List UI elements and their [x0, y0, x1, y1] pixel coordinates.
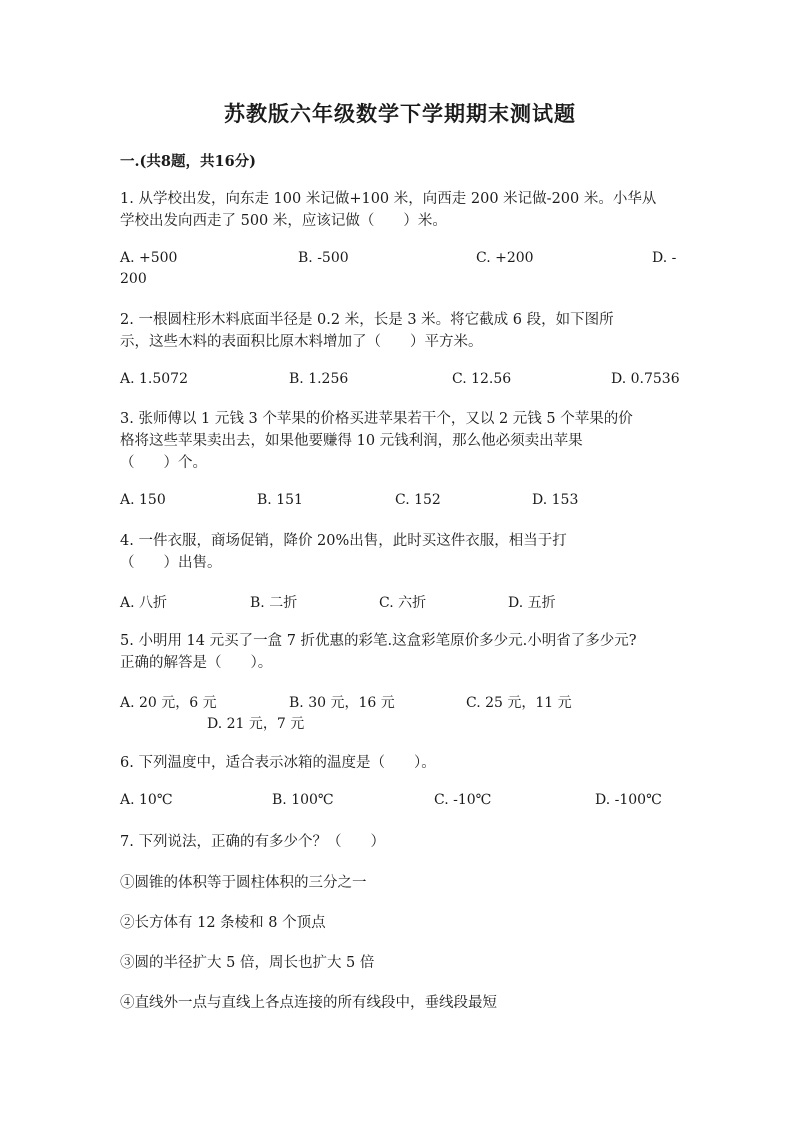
- q5-option-b: B. 30 元，16 元: [289, 695, 395, 711]
- question-1: [120, 188, 690, 232]
- question-2-line-2: 示，这些木料的表面积比原木料增加了（ ）平方米。: [120, 334, 483, 350]
- question-6-line-1: 6. 下列温度中，适合表示冰箱的温度是（ ）。: [120, 755, 436, 771]
- question-2: [120, 309, 690, 353]
- question-3-line-2: 格将这些苹果卖出去，如果他要赚得 10 元钱利润，那么他必须卖出苹果: [120, 433, 583, 449]
- q7-statement-3: ③圆的半径扩大 5 倍，周长也扩大 5 倍: [120, 955, 375, 971]
- question-2-line-1: 2. 一根圆柱形木料底面半径是 0.2 米，长是 3 米。将它截成 6 段，如下图所: [120, 312, 614, 328]
- question-7: [120, 831, 690, 853]
- question-5: [120, 630, 690, 674]
- question-5-line-2: 正确的解答是（ ）。: [120, 655, 273, 671]
- question-1-line-2: 学校出发向西走了 500 米，应该记做（ ）米。: [120, 213, 447, 229]
- q1-option-a: A. +500: [120, 250, 178, 266]
- question-1-line-1: 1. 从学校出发，向东走 100 米记做+100 米，向西走 200 米记做-200 米。小华从: [120, 191, 657, 207]
- q3-option-a: A. 150: [120, 492, 166, 508]
- q1-option-b: B. -500: [298, 250, 349, 266]
- q6-option-b: B. 100℃: [272, 792, 334, 808]
- question-4-line-1: 4. 一件衣服，商场促销，降价 20%出售，此时买这件衣服，相当于打: [120, 533, 567, 549]
- q1-option-d-continued: 200: [120, 271, 147, 287]
- q5-option-c: C. 25 元，11 元: [466, 695, 572, 711]
- question-3-line-1: 3. 张师傅以 1 元钱 3 个苹果的价格买进苹果若干个，又以 2 元钱 5 个苹果的价: [120, 411, 633, 427]
- q4-option-b: B. 二折: [250, 595, 298, 611]
- q2-option-b: B. 1.256: [289, 371, 349, 387]
- q1-option-d: D. -: [652, 250, 677, 266]
- q3-option-b: B. 151: [257, 492, 303, 508]
- q3-option-c: C. 152: [395, 492, 441, 508]
- q6-option-c: C. -10℃: [434, 792, 492, 808]
- q5-option-a: A. 20 元，6 元: [120, 695, 217, 711]
- q7-statement-2: ②长方体有 12 条棱和 8 个顶点: [120, 915, 326, 931]
- q4-option-d: D. 五折: [508, 595, 556, 611]
- page-title: 苏教版六年级数学下学期期末测试题: [224, 101, 576, 126]
- q4-option-c: C. 六折: [379, 595, 427, 611]
- q7-statement-1: ①圆锥的体积等于圆柱体积的三分之一: [120, 875, 367, 891]
- q2-option-c: C. 12.56: [452, 371, 512, 387]
- question-7-line-1: 7. 下列说法，正确的有多少个？（ ）: [120, 834, 385, 850]
- section-heading: 一.(共8题，共16分): [120, 153, 257, 170]
- q5-option-d: D. 21 元，7 元: [207, 716, 305, 732]
- q2-option-a: A. 1.5072: [120, 371, 188, 387]
- question-6: [120, 752, 690, 774]
- question-3-line-3: （ ）个。: [120, 455, 207, 471]
- question-4-line-2: （ ）出售。: [120, 555, 222, 571]
- q7-statement-4: ④直线外一点与直线上各点连接的所有线段中，垂线段最短: [120, 995, 497, 1011]
- question-3: [120, 408, 690, 474]
- q3-option-d: D. 153: [532, 492, 579, 508]
- q6-option-a: A. 10℃: [120, 792, 173, 808]
- question-4: [120, 530, 690, 574]
- q1-option-c: C. +200: [476, 250, 534, 266]
- question-5-line-1: 5. 小明用 14 元买了一盒 7 折优惠的彩笔.这盒彩笔原价多少元.小明省了多少元?: [120, 633, 637, 649]
- q4-option-a: A. 八折: [120, 595, 168, 611]
- q6-option-d: D. -100℃: [595, 792, 662, 808]
- q2-option-d: D. 0.7536: [611, 371, 680, 387]
